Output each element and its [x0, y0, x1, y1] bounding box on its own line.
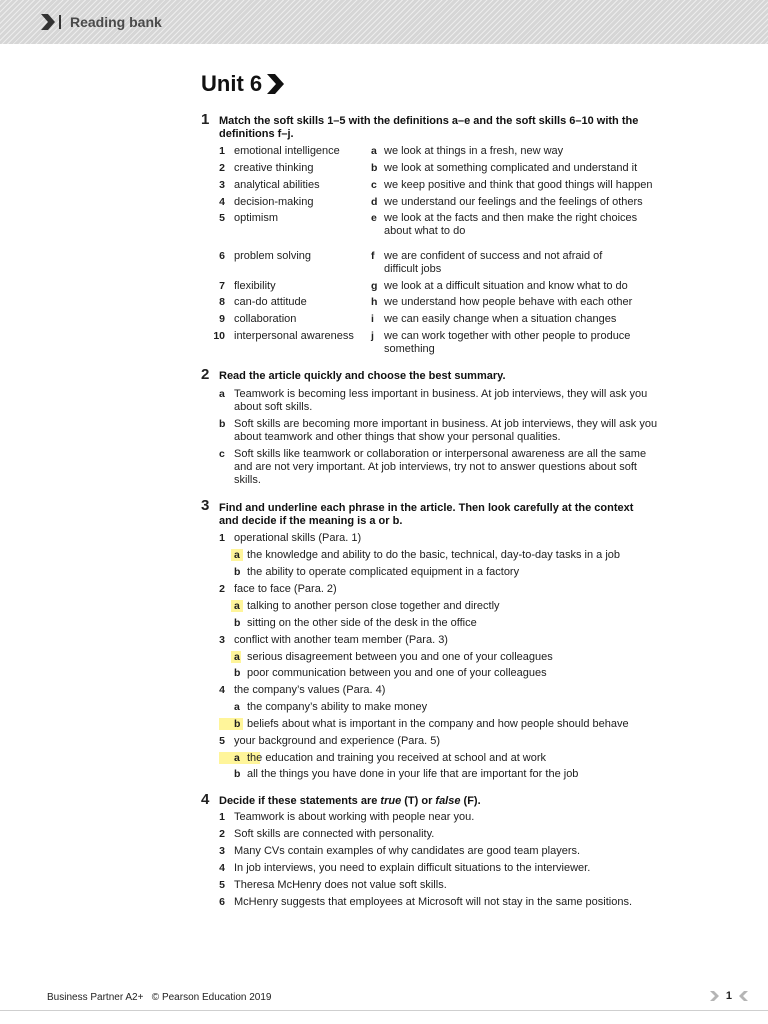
footer-credits — [47, 992, 271, 1003]
header-title: Reading bank — [70, 14, 162, 30]
definition-letter: i — [371, 313, 374, 325]
item-number: 3 — [219, 634, 225, 646]
definition-letter: b — [371, 162, 378, 174]
option-text: Soft skills like teamwork or collaboration or interpersonal awareness are all the same and are not very important. At job interviews, try not to answer questions about soft skills. — [234, 448, 647, 486]
statement-number: 6 — [219, 896, 225, 908]
skill-text: emotional intelligence — [234, 145, 340, 157]
skill-number: 1 — [219, 145, 225, 157]
item-number: 2 — [219, 583, 225, 595]
option-letter: b — [234, 768, 241, 780]
item-phrase: the company’s values (Para. 4) — [234, 684, 386, 696]
page-header — [0, 0, 768, 44]
option-letter: b — [234, 566, 241, 578]
item-phrase: operational skills (Para. 1) — [234, 532, 362, 544]
statement-number: 2 — [219, 828, 225, 840]
statement-number: 4 — [219, 862, 225, 874]
option-letter: b — [219, 418, 226, 430]
exercise-2-number: 2 — [201, 366, 210, 383]
definition-text: we look at things in a fresh, new way — [384, 145, 564, 157]
footer-book: Business Partner A2+ — [47, 992, 144, 1003]
skill-number: 3 — [219, 179, 225, 191]
option-text: sitting on the other side of the desk in the office — [247, 617, 477, 629]
option-text: the knowledge and ability to do the basic, technical, day-to-day tasks in a job — [247, 549, 621, 561]
statement-text: Teamwork is about working with people near you. — [234, 811, 475, 823]
skill-text: analytical abilities — [234, 179, 320, 191]
definition-text: we understand our feelings and the feelings of others — [384, 196, 643, 208]
instruction-text: (F). — [460, 795, 481, 807]
skill-number: 10 — [213, 330, 225, 342]
option-text: serious disagreement between you and one of your colleagues — [247, 651, 553, 663]
chevron-right-icon — [266, 74, 284, 94]
item-phrase: your background and experience (Para. 5) — [234, 735, 441, 747]
definition-letter: d — [371, 196, 378, 208]
option-letter: a — [234, 701, 240, 713]
exercise-2-instruction: Read the article quickly and choose the best summary. — [219, 370, 506, 382]
statement-text: McHenry suggests that employees at Microsoft will not stay in the same positions. — [234, 896, 633, 908]
skill-number: 5 — [219, 212, 225, 224]
option-letter: a — [234, 600, 240, 612]
statement-text: In job interviews, you need to explain difficult situations to the interviewer. — [234, 862, 591, 874]
skill-text: decision-making — [234, 196, 314, 208]
skill-text: can-do attitude — [234, 296, 307, 308]
item-number: 5 — [219, 735, 225, 747]
definition-letter: c — [371, 179, 377, 191]
skill-text: interpersonal awareness — [234, 330, 354, 342]
option-text: talking to another person close together and directly — [247, 600, 500, 612]
instruction-true: true — [380, 795, 402, 807]
statement-text: Many CVs contain examples of why candidates are good team players. — [234, 845, 581, 857]
definition-text: we understand how people behave with each other — [384, 296, 633, 308]
statement-text: Theresa McHenry does not value soft skills. — [234, 879, 447, 891]
option-text: the education and training you received at school and at work — [247, 752, 547, 764]
statement-text: Soft skills are connected with personality. — [234, 828, 435, 840]
exercise-1-instruction: Match the soft skills 1–5 with the definitions a–e and the soft skills 6–10 with the definitions f–j. — [219, 115, 639, 140]
skill-number: 8 — [219, 296, 225, 308]
footer-copyright: © Pearson Education 2019 — [151, 992, 272, 1003]
option-letter: b — [234, 667, 241, 679]
instruction-false: false — [435, 795, 461, 807]
statement-number: 5 — [219, 879, 225, 891]
option-letter: a — [234, 651, 240, 663]
skill-text: creative thinking — [234, 162, 314, 174]
option-letter: a — [234, 752, 240, 764]
definition-text: we look at a difficult situation and know what to do — [384, 280, 628, 292]
definition-text: we look at the facts and then make the right choices about what to do — [384, 212, 638, 237]
item-phrase: conflict with another team member (Para. 3) — [234, 634, 448, 646]
exercise-3-instruction: Find and underline each phrase in the article. Then look carefully at the context and decide if the meaning is a or b. — [219, 502, 634, 527]
skill-number: 6 — [219, 250, 225, 262]
option-letter: b — [234, 718, 241, 730]
page-number: 1 — [725, 990, 732, 1002]
skill-text: flexibility — [234, 280, 276, 292]
definition-text: we can work together with other people to produce something — [384, 330, 631, 355]
option-letter: c — [219, 448, 225, 460]
definition-letter: j — [371, 330, 374, 342]
definition-letter: f — [371, 250, 375, 262]
skill-text: collaboration — [234, 313, 297, 325]
option-text: the company’s ability to make money — [247, 701, 428, 713]
exercise-4-number: 4 — [201, 791, 210, 808]
skill-text: optimism — [234, 212, 279, 224]
definition-text: we keep positive and think that good things will happen — [384, 179, 653, 191]
item-number: 4 — [219, 684, 225, 696]
instruction-text: Decide if these statements are — [219, 795, 381, 807]
chevron-left-icon — [738, 991, 748, 1001]
unit-title — [201, 71, 284, 97]
exercise-4-instruction — [219, 795, 649, 808]
item-phrase: face to face (Para. 2) — [234, 583, 337, 595]
exercise-1-number: 1 — [201, 111, 210, 128]
option-text: poor communication between you and one of your colleagues — [247, 667, 547, 679]
double-chevron-icon — [41, 14, 63, 30]
option-letter: a — [219, 388, 225, 400]
definition-letter: a — [371, 145, 377, 157]
definition-text: we look at something complicated and understand it — [384, 162, 638, 174]
item-number: 1 — [219, 532, 225, 544]
option-text: all the things you have done in your life that are important for the job — [247, 768, 579, 780]
statement-number: 1 — [219, 811, 225, 823]
definition-text: we are confident of success and not afraid of difficult jobs — [384, 250, 603, 275]
skill-text: problem solving — [234, 250, 312, 262]
definition-letter: g — [371, 280, 378, 292]
skill-number: 9 — [219, 313, 225, 325]
option-text: the ability to operate complicated equipment in a factory — [247, 566, 520, 578]
option-text: Soft skills are becoming more important in business. At job interviews, they will ask you about teamwork and other things that show your personal qualities. — [234, 418, 658, 443]
skill-number: 2 — [219, 162, 225, 174]
option-letter: b — [234, 617, 241, 629]
chevron-right-icon — [710, 991, 720, 1001]
unit-title-text: Unit 6 — [201, 71, 263, 96]
skill-number: 7 — [219, 280, 225, 292]
option-text: beliefs about what is important in the company and how people should behave — [247, 718, 629, 730]
instruction-text: (T) or — [401, 795, 436, 807]
exercise-3-number: 3 — [201, 497, 210, 514]
skill-number: 4 — [219, 196, 225, 208]
definition-text: we can easily change when a situation changes — [384, 313, 617, 325]
footer-divider — [0, 1010, 768, 1011]
footer-page — [710, 990, 748, 1002]
statement-number: 3 — [219, 845, 225, 857]
option-letter: a — [234, 549, 240, 561]
definition-letter: h — [371, 296, 378, 308]
definition-letter: e — [371, 212, 377, 224]
option-text: Teamwork is becoming less important in business. At job interviews, they will ask you about soft skills. — [234, 388, 648, 413]
